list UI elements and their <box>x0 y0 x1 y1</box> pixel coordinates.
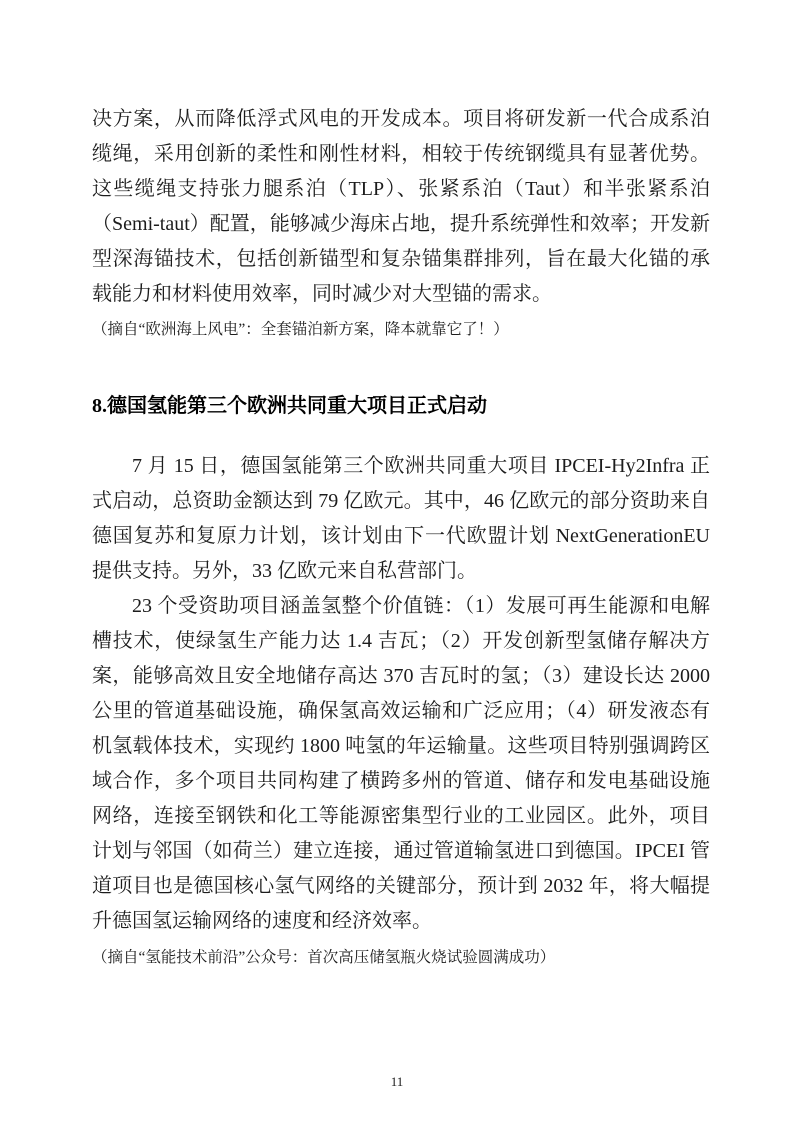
page-footer <box>0 1073 794 1091</box>
intro-source-note: （摘自“欧洲海上风电”：全套锚泊新方案，降本就靠它了！） <box>92 321 509 338</box>
section-8-paragraph-1: 7 月 15 日，德国氢能第三个欧洲共同重大项目 IPCEI-Hy2Infra 正式启动，总资助金额达到 79 亿欧元。其中，46 亿欧元的部分资助来自德国复苏和复原力计划，该计划由下一代欧盟计划 NextGenerationEU 提供支持。另外，33 亿欧元来自私营部门。 <box>92 455 710 582</box>
section-8-paragraph-2: 23 个受资助项目涵盖氢整个价值链：（1）发展可再生能源和电解槽技术，使绿氢生产能力达 1.4 吉瓦；（2）开发创新型氢储存解决方案，能够高效且安全地储存高达 370 吉瓦时的氢；（3）建设长达 2000 公里的管道基础设施，确保氢高效运输和广泛应用；（4）研发液态有机氢载体技术，实现约 1800 吨氢的年运输量。这些项目特别强调跨区域合作，多个项目共同构建了横跨多州的管道、储存和发电基础设施网络，连接至钢铁和化工等能源密集型行业的工业园区。此外，项目计划与邻国（如荷兰）建立连接，通过管道输氢进口到德国。IPCEI 管道项目也是德国核心氢气网络的关键部分，预计到 2032 年，将大幅提升德国氢运输网络的速度和经济效率。 <box>92 595 710 932</box>
intro-paragraph: 决方案，从而降低浮式风电的开发成本。项目将研发新一代合成系泊缆绳，采用创新的柔性和刚性材料，相较于传统钢缆具有显著优势。这些缆绳支持张力腿系泊（TLP）、张紧系泊（Taut）和半张紧系泊（Semi-taut）配置，能够减少海床占地，提升系统弹性和效率；开发新型深海锚技术，包括创新锚型和复杂锚集群排列，旨在最大化锚的承载能力和材料使用效率，同时减少对大型锚的需求。 <box>92 108 710 305</box>
section-8-source-note: （摘自“氢能技术前沿”公众号：首次高压储氢瓶火烧试验圆满成功） <box>92 949 556 966</box>
page-number: 11 <box>390 1074 404 1089</box>
section-8-heading: 8.德国氢能第三个欧洲共同重大项目正式启动 <box>92 395 487 417</box>
page-content <box>92 0 710 969</box>
